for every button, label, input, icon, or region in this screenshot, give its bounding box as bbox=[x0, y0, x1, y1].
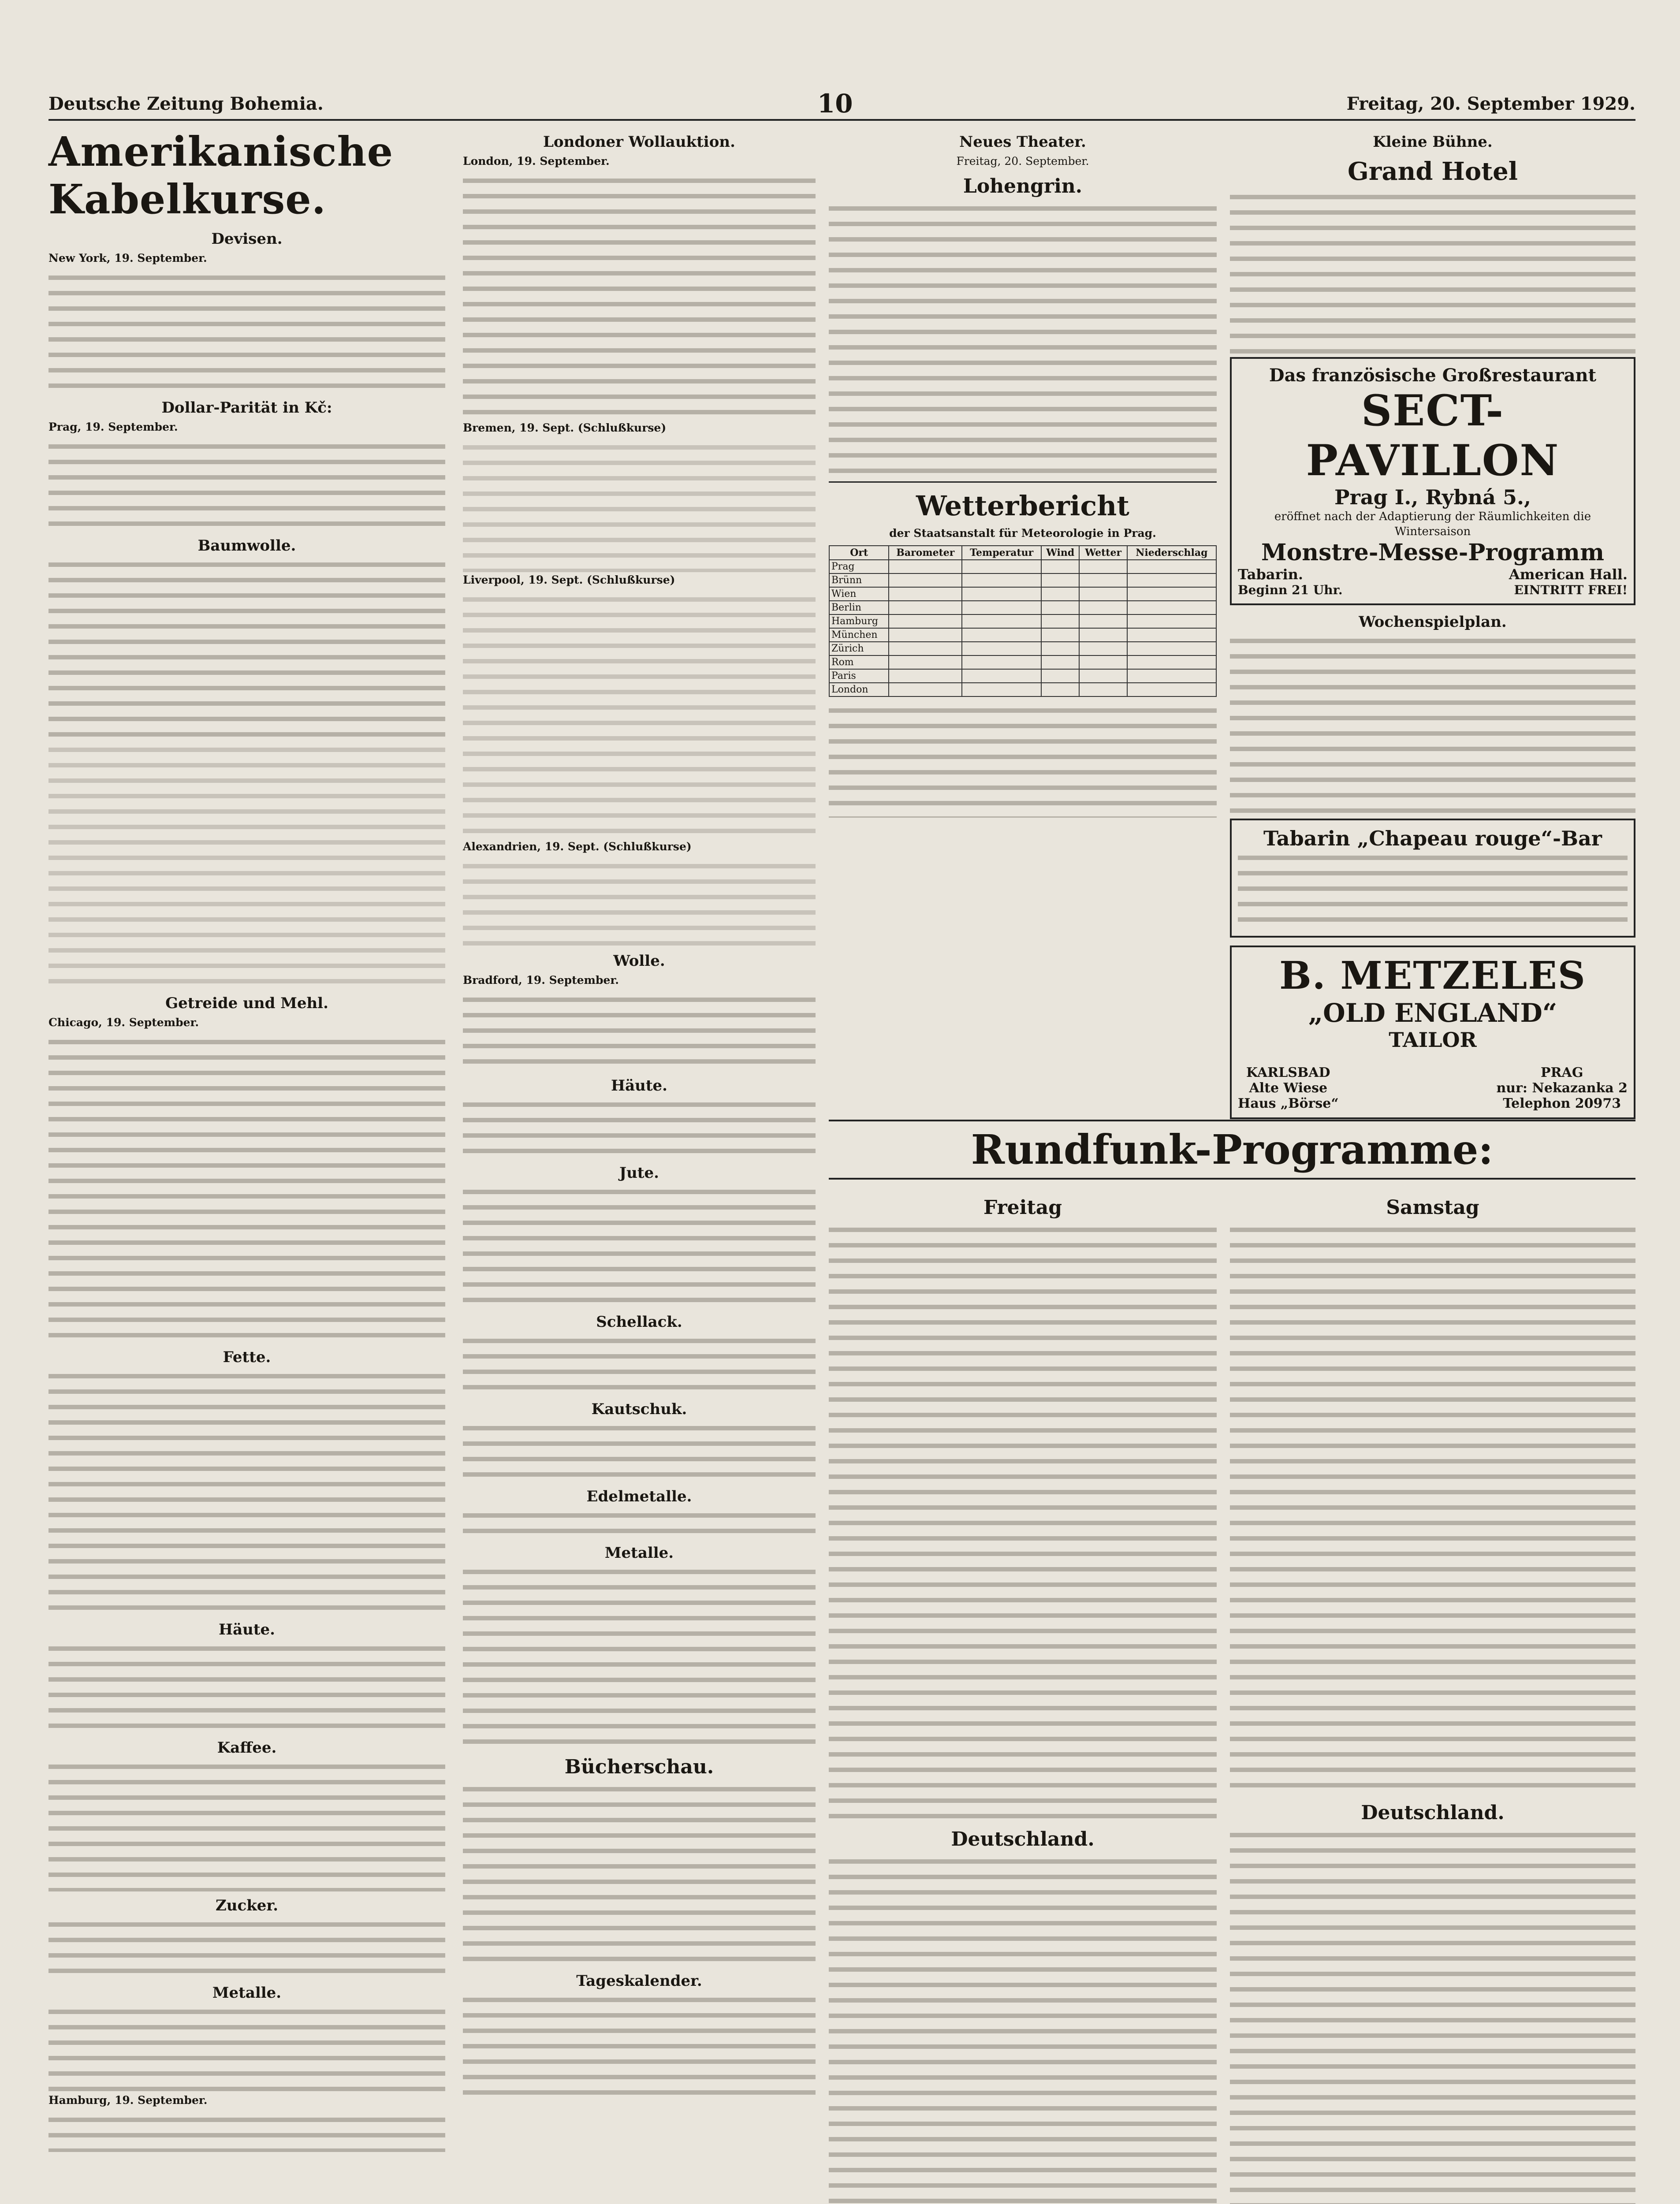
weather-cell bbox=[1041, 601, 1079, 614]
ad3-left2: Alte Wiese bbox=[1249, 1080, 1328, 1096]
weather-station: London bbox=[829, 683, 889, 696]
weather-col-sky: Wetter bbox=[1079, 546, 1127, 560]
text-block bbox=[48, 557, 445, 742]
ad-program: Monstre-Messe-Programm bbox=[1261, 539, 1604, 566]
weather-row bbox=[829, 587, 1216, 601]
text-block bbox=[48, 270, 445, 394]
ad-hall: American Hall. bbox=[1509, 566, 1628, 583]
heading-devisen: Devisen. bbox=[211, 230, 283, 248]
heading-schellack: Schellack. bbox=[596, 1313, 682, 1331]
text-block bbox=[463, 1564, 816, 1750]
weather-row bbox=[829, 683, 1216, 696]
text-block bbox=[48, 1369, 445, 1616]
text-block bbox=[48, 1917, 445, 1979]
text-block bbox=[48, 439, 445, 532]
weather-station: Rom bbox=[829, 655, 889, 669]
heading-haute: Häute. bbox=[218, 1621, 276, 1638]
ad-line: Das französische Großrestaurant bbox=[1269, 365, 1597, 386]
heading-metalle: Metalle. bbox=[212, 1984, 282, 2002]
weather-cell bbox=[889, 655, 962, 669]
weather-cell bbox=[1079, 642, 1127, 655]
heading-dollar-parity: Dollar-Parität in Kč: bbox=[161, 399, 332, 417]
issue-date: Freitag, 20. September 1929. bbox=[1346, 93, 1635, 114]
grand-hotel-title: Grand Hotel bbox=[1347, 157, 1518, 186]
weather-cell bbox=[1041, 614, 1079, 628]
weather-cell bbox=[889, 601, 962, 614]
theater-date: Freitag, 20. September. bbox=[956, 155, 1089, 168]
weather-cell bbox=[1079, 573, 1127, 587]
ad2-title: Tabarin „Chapeau rouge“-Bar bbox=[1263, 826, 1602, 850]
radio-text bbox=[1230, 1222, 1635, 1795]
weather-row bbox=[829, 560, 1216, 573]
weather-cell bbox=[1041, 560, 1079, 573]
ad-free: EINTRITT FREI! bbox=[1514, 583, 1628, 597]
heading-edelmetalle: Edelmetalle. bbox=[586, 1488, 692, 1505]
weather-station: Paris bbox=[829, 669, 889, 683]
text-block bbox=[48, 2004, 445, 2092]
weather-cell bbox=[1127, 614, 1216, 628]
weather-cell bbox=[1127, 560, 1216, 573]
ad-tabarin: Tabarin. bbox=[1238, 566, 1304, 583]
text-block bbox=[48, 2112, 445, 2152]
alexandrien-heading: Alexandrien, 19. Sept. (Schlußkurse) bbox=[463, 840, 692, 853]
ad-begin: Beginn 21 Uhr. bbox=[1238, 583, 1343, 597]
rates-table bbox=[48, 742, 445, 989]
weather-cell bbox=[1041, 655, 1079, 669]
ad3-name: B. METZELES bbox=[1279, 953, 1586, 998]
text-block bbox=[463, 1508, 816, 1539]
weather-cell bbox=[1127, 683, 1216, 696]
weather-cell bbox=[962, 683, 1041, 696]
weather-cell bbox=[889, 669, 962, 683]
weather-cell bbox=[962, 573, 1041, 587]
ad2-text bbox=[1238, 850, 1628, 930]
weather-row bbox=[829, 642, 1216, 655]
text-block bbox=[48, 1035, 445, 1343]
weather-cell bbox=[1041, 628, 1079, 642]
weather-subtitle: der Staatsanstalt für Meteorologie in Prag. bbox=[889, 527, 1156, 540]
ad3-right2: nur: Nekazanka 2 bbox=[1496, 1080, 1628, 1096]
weather-cell bbox=[1079, 655, 1127, 669]
radio-text bbox=[829, 1222, 1217, 1822]
column-markets bbox=[463, 128, 816, 2098]
weather-cell bbox=[1079, 601, 1127, 614]
text-block bbox=[463, 1097, 816, 1159]
play-title: Lohengrin. bbox=[963, 175, 1083, 197]
heading-wool-auction: Londoner Wollauktion. bbox=[543, 133, 735, 151]
ad3-left1: KARLSBAD bbox=[1246, 1065, 1330, 1080]
radio-sub-de-2: Deutschland. bbox=[1361, 1802, 1505, 1824]
weather-station: München bbox=[829, 628, 889, 642]
ad3-prag bbox=[1496, 1065, 1628, 1111]
london-dateline: London, 19. September. bbox=[463, 155, 610, 168]
radio-text bbox=[829, 1854, 1217, 2204]
bradford-dateline: Bradford, 19. September. bbox=[463, 974, 619, 987]
masthead bbox=[48, 88, 1635, 121]
ad3-right3: Telephon 20973 bbox=[1503, 1096, 1621, 1111]
weather-cell bbox=[962, 614, 1041, 628]
radio-text bbox=[1230, 1828, 1635, 2204]
weather-row bbox=[829, 628, 1216, 642]
ad3-sub: „OLD ENGLAND“ bbox=[1308, 998, 1557, 1028]
weather-cell bbox=[962, 601, 1041, 614]
theater-heading: Neues Theater. bbox=[959, 133, 1086, 151]
weather-row bbox=[829, 601, 1216, 614]
schedule-text bbox=[1230, 633, 1635, 819]
rates-table bbox=[463, 592, 816, 839]
ad3-addresses bbox=[1238, 1065, 1628, 1111]
weather-cell bbox=[1041, 573, 1079, 587]
ad3-right1: PRAG bbox=[1541, 1065, 1583, 1080]
text-block bbox=[463, 1333, 816, 1395]
text-block bbox=[463, 1992, 816, 2098]
ad-chapeau-rouge bbox=[1230, 819, 1635, 938]
weather-cell bbox=[1079, 628, 1127, 642]
text-block bbox=[463, 173, 816, 420]
weather-col-baro: Barometer bbox=[889, 546, 962, 560]
weather-cell bbox=[889, 642, 962, 655]
text-block bbox=[48, 1641, 445, 1734]
divider bbox=[829, 481, 1217, 483]
ad-headline: SECT-PAVILLON bbox=[1306, 386, 1560, 485]
weather-cell bbox=[962, 628, 1041, 642]
weather-cell bbox=[1041, 587, 1079, 601]
weather-cell bbox=[1127, 655, 1216, 669]
text-block bbox=[463, 1184, 816, 1308]
heading-fette: Fette. bbox=[223, 1348, 271, 1366]
weather-station: Hamburg bbox=[829, 614, 889, 628]
weather-cell bbox=[1127, 642, 1216, 655]
column-cable-rates bbox=[48, 128, 445, 2204]
weather-cell bbox=[1041, 642, 1079, 655]
radio-day-saturday: Samstag bbox=[1386, 1196, 1479, 1219]
weather-cell bbox=[1127, 628, 1216, 642]
ad-sect-pavillon bbox=[1230, 357, 1635, 605]
cast-list bbox=[829, 201, 1217, 474]
weather-col-temp: Temperatur bbox=[962, 546, 1041, 560]
newyork-dateline: New York, 19. September. bbox=[48, 252, 207, 264]
weather-table bbox=[829, 545, 1217, 697]
weather-cell bbox=[1041, 683, 1079, 696]
weather-station: Zürich bbox=[829, 642, 889, 655]
heading-kaffee: Kaffee. bbox=[217, 1739, 277, 1757]
weather-row bbox=[829, 669, 1216, 683]
weather-title: Wetterbericht bbox=[916, 490, 1129, 522]
liverpool-heading: Liverpool, 19. Sept. (Schlußkurse) bbox=[463, 573, 675, 586]
wochenspielplan-heading: Wochenspielplan. bbox=[1359, 613, 1507, 631]
ad-text: eröffnet nach der Adaptierung der Räumlichkeiten die Wintersaison bbox=[1274, 510, 1591, 538]
weather-cell bbox=[962, 655, 1041, 669]
weather-col-rain: Niederschlag bbox=[1127, 546, 1216, 560]
weather-row bbox=[829, 573, 1216, 587]
weather-cell bbox=[889, 573, 962, 587]
text-block bbox=[463, 1421, 816, 1482]
rates-table bbox=[463, 859, 816, 947]
page-number: 10 bbox=[817, 89, 853, 119]
weather-cell bbox=[889, 683, 962, 696]
weather-cell bbox=[962, 560, 1041, 573]
heading-jute: Jute. bbox=[619, 1164, 659, 1182]
hamburg-dateline: Hamburg, 19. September. bbox=[48, 2094, 208, 2107]
weather-cell bbox=[889, 614, 962, 628]
column-ads bbox=[1230, 128, 1635, 1127]
weather-text bbox=[829, 703, 1217, 818]
heading-kautschuk: Kautschuk. bbox=[591, 1400, 687, 1418]
ad-footer-2 bbox=[1238, 583, 1628, 597]
ad-address: Prag I., Rybná 5., bbox=[1334, 485, 1531, 509]
weather-cell bbox=[889, 628, 962, 642]
weather-cell bbox=[962, 642, 1041, 655]
weather-station: Wien bbox=[829, 587, 889, 601]
radio-day-friday: Freitag bbox=[983, 1196, 1062, 1219]
kleine-buehne-heading: Kleine Bühne. bbox=[1373, 133, 1493, 151]
weather-cell bbox=[1127, 573, 1216, 587]
ad-footer bbox=[1238, 566, 1628, 583]
bremen-heading: Bremen, 19. Sept. (Schlußkurse) bbox=[463, 421, 667, 434]
ad-metzeles bbox=[1230, 946, 1635, 1119]
weather-cell bbox=[1079, 614, 1127, 628]
weather-col-wind: Wind bbox=[1041, 546, 1079, 560]
weather-cell bbox=[1079, 683, 1127, 696]
heading-zucker: Zucker. bbox=[215, 1897, 279, 1914]
weather-cell bbox=[1127, 587, 1216, 601]
heading-metalle-2: Metalle. bbox=[604, 1544, 674, 1562]
radio-saturday bbox=[1230, 1190, 1635, 2204]
radio-sub-de-1: Deutschland. bbox=[951, 1828, 1095, 1850]
weather-row bbox=[829, 655, 1216, 669]
weather-cell bbox=[889, 560, 962, 573]
weather-cell bbox=[889, 587, 962, 601]
ad3-tailor: TAILOR bbox=[1389, 1028, 1477, 1052]
heading-getreide: Getreide und Mehl. bbox=[165, 994, 328, 1012]
heading-baumwolle: Baumwolle. bbox=[197, 537, 296, 555]
heading-tageskalender: Tageskalender. bbox=[576, 1972, 702, 1990]
ad3-left3: Haus „Börse“ bbox=[1238, 1096, 1339, 1111]
weather-station: Brünn bbox=[829, 573, 889, 587]
weather-cell bbox=[1041, 669, 1079, 683]
prag-dateline: Prag, 19. September. bbox=[48, 421, 178, 433]
text-block bbox=[463, 1782, 816, 1967]
text-block bbox=[48, 1759, 445, 1891]
rates-table bbox=[463, 440, 816, 572]
radio-title: Rundfunk-Programme: bbox=[829, 1120, 1635, 1180]
weather-cell bbox=[1127, 669, 1216, 683]
heading-buecherschau: Bücherschau. bbox=[564, 1756, 714, 1778]
heading-wolle: Wolle. bbox=[613, 952, 665, 970]
section-title-cable-rates: Amerikanische Kabelkurse. bbox=[48, 128, 394, 223]
cast-list bbox=[1230, 190, 1635, 357]
chicago-dateline: Chicago, 19. September. bbox=[48, 1016, 199, 1029]
heading-haute: Häute. bbox=[611, 1077, 668, 1095]
ad3-karlsbad bbox=[1238, 1065, 1339, 1111]
weather-cell bbox=[962, 587, 1041, 601]
weather-cell bbox=[1079, 669, 1127, 683]
weather-station: Prag bbox=[829, 560, 889, 573]
weather-cell bbox=[1127, 601, 1216, 614]
column-theater-weather bbox=[829, 128, 1217, 818]
weather-cell bbox=[1079, 560, 1127, 573]
weather-cell bbox=[962, 669, 1041, 683]
weather-station: Berlin bbox=[829, 601, 889, 614]
text-block bbox=[463, 992, 816, 1072]
radio-friday bbox=[829, 1190, 1217, 2204]
weather-cell bbox=[1079, 587, 1127, 601]
weather-row bbox=[829, 614, 1216, 628]
weather-col-place: Ort bbox=[829, 546, 889, 560]
paper-name: Deutsche Zeitung Bohemia. bbox=[48, 93, 324, 114]
